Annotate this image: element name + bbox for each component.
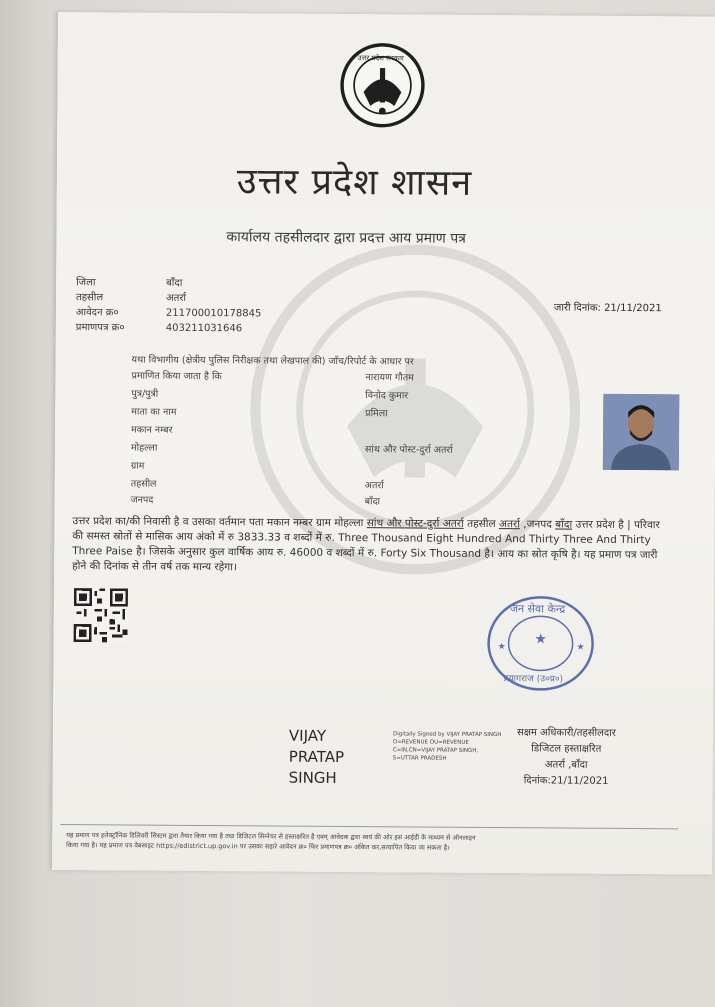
issuing-authority [517, 725, 616, 790]
meta-label: तहसील [75, 292, 104, 304]
meta-label: प्रमाणपत्र क्र० [75, 322, 125, 334]
detail-label: माता का नाम [131, 406, 177, 418]
detail-row-parent [131, 387, 408, 402]
detail-row-mother [131, 405, 388, 420]
signer-name-line-3: SINGH [288, 768, 337, 787]
detail-label: मकान नम्बर [131, 424, 173, 436]
authority-digital: डिजिटल हस्ताक्षरित [531, 743, 602, 755]
signer-name-line-1: VIJAY [288, 726, 327, 745]
footer-line-1: यह प्रमाण पत्र इलेक्ट्रॉनिक डिलिवरी सिस्टम द्वारा तैयार किया गया है तथा डिजिटल सिग्नेचर से हस्ताक्षरित है एवम् आवेदक द्वारा स्वयं की ओर इस आईडी के माध्यम से ऑनलाइन [66, 831, 476, 842]
authority-office: अतर्रा ,बाँदा [544, 759, 588, 771]
svg-text:★: ★ [497, 642, 506, 653]
detail-label: ग्राम [130, 460, 145, 472]
body-tehsil: अतर्रा [498, 518, 521, 531]
detail-row-village [131, 459, 365, 474]
document-title: उत्तर प्रदेश शासन [236, 161, 473, 204]
body-tehsil-label: तहसील [467, 517, 496, 531]
meta-value: अतर्रा [165, 292, 187, 304]
detail-row-house [131, 423, 365, 438]
detail-value: अतर्रा [364, 480, 384, 492]
detail-value: विनोद कुमार [365, 390, 409, 402]
certificate-body [72, 514, 672, 578]
detail-value: सांथ और पोस्ट-दुर्रा अतर्रा [364, 444, 453, 456]
authority-date: दिनांक:21/11/2021 [523, 775, 609, 787]
detail-row-locality [131, 441, 453, 456]
detail-label: तहसील [130, 478, 157, 490]
body-district: बाँदा [555, 518, 573, 531]
meta-label: जिला [76, 277, 96, 289]
authority-title: सक्षम अधिकारी/तहसीलदार [516, 727, 616, 739]
meta-row-certificate-no [76, 319, 242, 334]
body-text-start: उत्तर प्रदेश का/की निवासी है व उसका वर्तमान पता मकान नम्बर ग्राम मोहल्ला [72, 515, 364, 530]
body-address: सांथ और पोस्ट-दुर्रा अतर्रा [366, 517, 464, 530]
meta-value: बाँदा [166, 277, 183, 289]
meta-label: आवेदन क्र० [75, 307, 119, 319]
detail-row-tehsil [131, 477, 384, 492]
meta-row-district [76, 274, 182, 289]
meta-value: 403211031646 [165, 322, 243, 335]
meta-row-application-no [76, 304, 262, 319]
applicant-name: नारायण गौतम [365, 372, 414, 384]
meta-value: 211700010178845 [165, 307, 262, 320]
digital-signature-note: Digitally Signed by VIJAY PRATAP SINGH O=REVENUE OU=REVENUE C=IN,CN=VIJAY PRATAP SINGH, S=UTTAR PRADESH [392, 731, 502, 762]
income-certificate [52, 12, 715, 875]
body-income-text: उत्तर प्रदेश है | परिवार की समस्त स्रोतों से मासिक आय अंको में रु 3833.33 व शब्दों में रु. Three Thousand Eight Hundred And Thirty Three And Thirty Three Paise है। जिसके अनुसार कुल वार्षिक आय रु. 46000 व शब्दों में रु. Forty Six Thousand है। [72, 518, 660, 561]
verification-line-2: प्रमाणित किया जाता है कि [131, 370, 222, 383]
footer-note [66, 830, 676, 854]
svg-text:★: ★ [534, 631, 547, 648]
verification-line-1: यथा विभागीय (क्षेत्रीय पुलिस निरीक्षक तथा लेखपाल की) जाँच/रिपोर्ट के आधार पर [131, 354, 414, 368]
detail-label: मोहल्ला [130, 442, 158, 454]
signer-name-line-2: PRATAP [288, 747, 345, 767]
person-photo-icon [603, 394, 680, 471]
qr-code-icon [74, 588, 128, 642]
seal-bottom-text: प्रयागराज (उ०प्र०) [503, 674, 564, 685]
footer-line-2: किया गया है। यह प्रमाण पत्र वेबसाइट https://edistrict.up.gov.in पर उसका सहारे आवेदन क्र० फिर प्रमाणपत्र क्र० अंकित कर,सत्यापित किया जा सकता है। [66, 841, 450, 852]
detail-value: बाँदा [364, 496, 381, 508]
detail-label: पुत्र/पुत्री [131, 388, 159, 400]
document-subtitle: कार्यालय तहसीलदार द्वारा प्रदत्त आय प्रमाण पत्र [226, 229, 466, 247]
emblem-text: उत्तर प्रदेश सरकार [357, 54, 404, 63]
detail-value: प्रमिला [365, 408, 388, 420]
applicant-photo [603, 394, 680, 471]
body-validity-text: आय का स्रोत कृषि है। यह प्रमाण पत्र जारी होने की दिनांक से तीन वर्ष तक मान्य रहेगा। [72, 548, 658, 574]
footer-divider [60, 824, 678, 829]
issue-date: जारी दिनांक: 21/11/2021 [553, 302, 662, 315]
digital-signer-name [289, 726, 345, 789]
meta-row-tehsil [76, 289, 186, 304]
detail-label: जनपद [130, 494, 154, 506]
seal-top-text: जन सेवा केन्द्र [509, 602, 566, 616]
svg-text:★: ★ [576, 642, 585, 653]
detail-row-district [131, 493, 380, 508]
body-district-label: ,जनपद [523, 518, 552, 531]
